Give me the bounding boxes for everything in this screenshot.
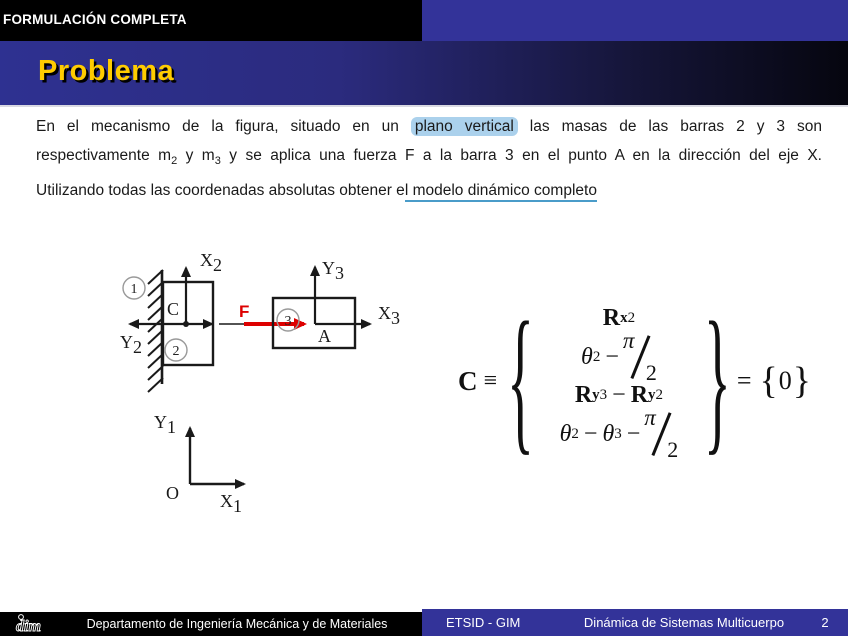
line2-sub-m2: 2	[171, 155, 178, 168]
equation-lhs-c: C	[458, 365, 478, 396]
point-c-dot	[183, 321, 189, 327]
theta-symbol: θ	[602, 420, 615, 447]
axis-x3-label: X3	[378, 303, 400, 328]
constraint-row-2	[581, 328, 657, 385]
point-c-label: C	[167, 299, 180, 319]
equals-sign: =	[736, 366, 752, 395]
slide-kicker: FORMULACIÓN COMPLETA	[3, 12, 187, 27]
footer-right-bar	[422, 609, 848, 636]
origin-label: O	[166, 483, 179, 503]
line3-pre: Utilizando todas las coordenadas absolutas obtener e	[36, 182, 405, 200]
line2-seg2: y m	[177, 147, 215, 164]
paragraph-line-1	[36, 112, 822, 141]
r-subscript-num: 3	[599, 387, 608, 403]
line2-seg3: y se aplica una fuerza F a la barra 3 en el punto A en la dirección del eje X.	[220, 147, 822, 164]
highlight-plano-vertical: plano vertical	[411, 117, 518, 136]
gim-logo	[14, 613, 62, 635]
r-symbol: R	[602, 305, 621, 331]
r-subscript-var: x	[620, 310, 628, 326]
axis-y1-label: Y1	[154, 412, 176, 437]
footer-department: Departamento de Ingeniería Mecánica y de Materiales	[86, 617, 388, 631]
paragraph-line-3	[36, 176, 822, 205]
line2-seg1: respectivamente m	[36, 147, 172, 164]
theta-symbol: θ	[559, 420, 572, 447]
theta-subscript: 3	[614, 425, 622, 442]
equivalence-sign: ≡	[483, 367, 498, 394]
rhs-zero: 0	[778, 366, 792, 395]
r-subscript-num: 2	[627, 310, 636, 326]
equation-rhs	[760, 362, 812, 400]
rhs-open-brace: {	[759, 360, 778, 402]
minus-sign: −	[612, 382, 626, 408]
underlined-modelo-dinamico: l modelo dinámico completo	[405, 182, 597, 202]
body-2-number: 2	[172, 344, 180, 359]
pi-symbol: π	[644, 405, 656, 430]
constraint-row-4	[559, 405, 679, 462]
pi-over-2	[644, 405, 679, 462]
minus-sign: −	[583, 420, 598, 447]
page-title: Problema	[38, 55, 175, 87]
open-brace: {	[507, 291, 534, 471]
footer-org: ETSID - GIM	[446, 615, 521, 630]
rhs-close-brace: }	[792, 360, 811, 402]
r-subscript-num: 2	[655, 387, 664, 403]
fraction-denominator: 2	[645, 360, 657, 385]
svg-text:dim: dim	[16, 618, 41, 635]
minus-sign: −	[605, 343, 619, 370]
pi-over-2	[622, 328, 657, 385]
theta-subscript: 2	[592, 348, 601, 365]
mechanism-figure	[108, 238, 413, 523]
r-subscript-var: y	[648, 387, 656, 403]
pi-symbol: π	[622, 328, 635, 353]
top-bar-blue-block	[422, 0, 848, 41]
line1-post: las masas de las barras 2 y 3 son	[517, 118, 822, 135]
constraint-equation	[458, 291, 811, 471]
fraction-denominator: 2	[667, 437, 679, 462]
axis-x1-label: X1	[220, 491, 242, 516]
line2-sub-m3: 3	[214, 155, 221, 168]
axis-x2-label: X2	[200, 250, 222, 275]
axis-y3-label: Y3	[322, 258, 344, 283]
minus-sign: −	[626, 420, 641, 447]
top-bar-black	[0, 0, 422, 41]
r-subscript-var: y	[592, 387, 600, 403]
problem-statement	[36, 112, 822, 205]
r-symbol: R	[574, 382, 593, 408]
body-1-number: 1	[130, 282, 138, 297]
body-3-number: 3	[284, 314, 292, 329]
point-a-label: A	[318, 326, 331, 346]
paragraph-line-2	[36, 141, 822, 176]
line1-pre: En el mecanismo de la figura, situado en un	[36, 118, 411, 135]
page-number: 2	[821, 615, 829, 630]
constraint-rows	[544, 304, 694, 462]
footer-left-bar	[0, 612, 422, 636]
close-brace: }	[703, 291, 731, 471]
axis-y2-label: Y2	[120, 332, 142, 357]
r-symbol: R	[630, 382, 649, 408]
theta-symbol: θ	[581, 343, 593, 370]
theta-subscript: 2	[571, 425, 579, 442]
force-f-label: F	[239, 302, 250, 321]
title-band	[0, 41, 848, 107]
footer-course: Dinámica de Sistemas Multicuerpo	[583, 615, 785, 630]
